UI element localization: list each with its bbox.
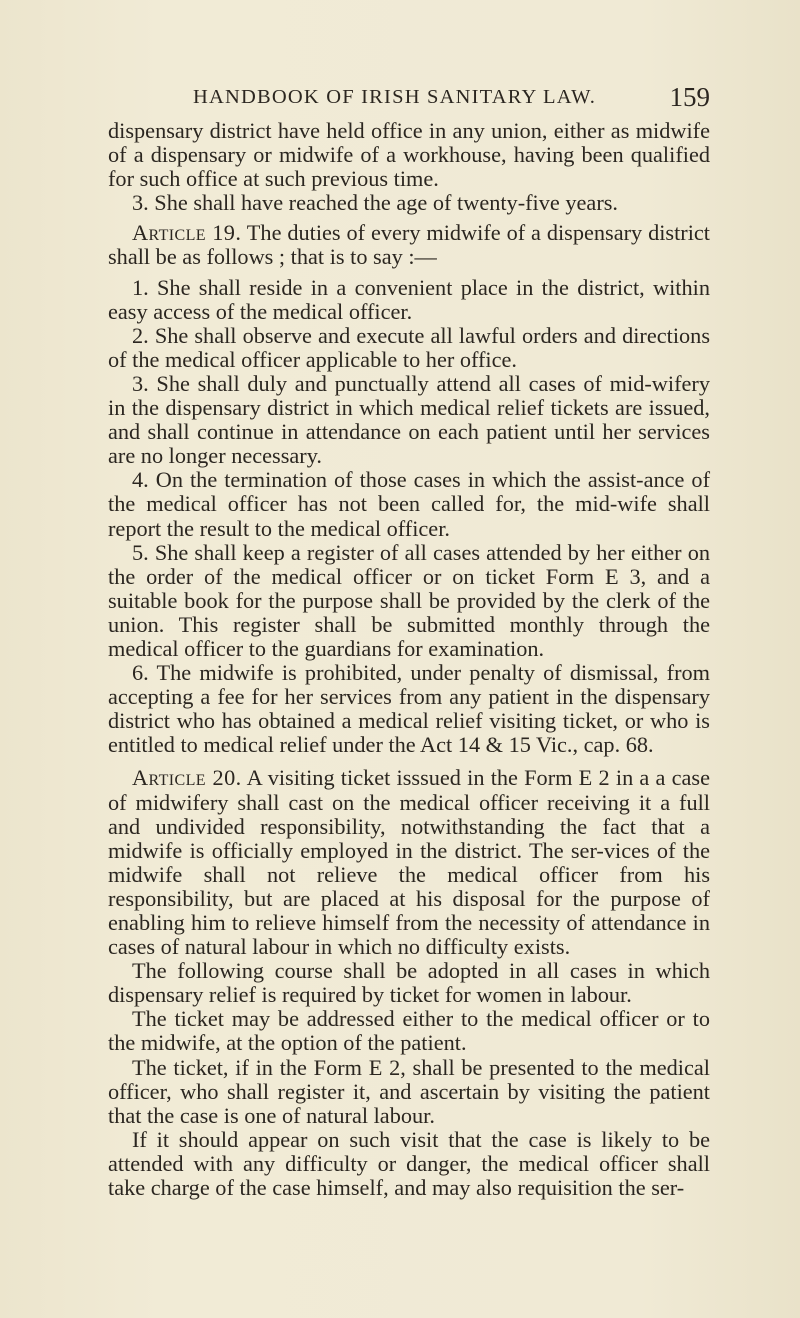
- duty-2: [108, 324, 710, 372]
- paragraph-text: The ticket may be addressed either to the medical officer or to the midwife, at the option of the patient.: [108, 1006, 710, 1056]
- paragraph-ticket-form: [108, 1056, 710, 1128]
- article-label: Article 20.: [132, 765, 242, 791]
- paragraph-text: 1. She shall reside in a convenient place in the district, within easy access of the medical officer.: [108, 274, 710, 324]
- duty-4: [108, 468, 710, 540]
- duty-3: [108, 372, 710, 468]
- paragraph-text: If it should appear on such visit that the case is likely to be attended with any difficulty or danger, the medical officer shall take charge of the case himself, and may also requisition the ser-: [108, 1126, 710, 1201]
- paragraph-text: 4. On the termination of those cases in which the assist-ance of the medical officer has not been called for, the mid-wife shall report the result to the medical officer.: [108, 467, 710, 541]
- article-20-heading: [108, 766, 710, 959]
- paragraph-qualification-3: [108, 191, 710, 215]
- paragraph-text: The ticket, if in the Form E 2, shall be presented to the medical officer, who shall register it, and ascertain by visiting the patient that the case is one of natural labour.: [108, 1054, 710, 1128]
- duty-5: [108, 541, 710, 661]
- running-head: [108, 82, 710, 116]
- paragraph-text: 2. She shall observe and execute all lawful orders and directions of the medical officer applicable to her office.: [108, 322, 710, 372]
- paragraph-text: The duties of every midwife of a dispensary district shall be as follows ; that is to say :—: [108, 220, 711, 270]
- paragraph-text: 6. The midwife is prohibited, under penalty of dismissal, from accepting a fee for her services from any patient in the dispensary district who has obtained a medical relief visiting ticket, or who is entitled to medical relief under the Act 14 & 15 Vic., cap. 68.: [108, 660, 710, 758]
- paragraph-text: 3. She shall have reached the age of twenty-five years.: [132, 190, 618, 216]
- paragraph-text: dispensary district have held office in any union, either as midwife of a dispensary or midwife of a workhouse, having been qualified for such office at such previous time.: [108, 118, 710, 192]
- paragraph-continuation: [108, 119, 710, 191]
- paragraph-ticket-addressed: [108, 1007, 710, 1055]
- article-19-heading: [108, 221, 710, 269]
- article-label: Article 19.: [132, 220, 242, 246]
- paragraph-difficulty: [108, 1128, 710, 1200]
- paragraph-following-course: [108, 959, 710, 1007]
- duty-6: [108, 661, 710, 757]
- paragraph-text: 3. She shall duly and punctually attend all cases of mid-wifery in the dispensary district in which medical relief tickets are issued, and shall continue in attendance on each patient until her services are no longer necessary.: [108, 370, 710, 469]
- page-body: [108, 119, 710, 1200]
- paragraph-text: The following course shall be adopted in all cases in which dispensary relief is required by ticket for women in labour.: [108, 958, 710, 1008]
- paragraph-text: A visiting ticket isssued in the Form E 2 in a a case of midwifery shall cast on the medical officer receiving it a full and undivided responsibility, notwithstanding the fact that a midwife is officially employed in the district. The ser-vices of the midwife shall not relieve the medical officer from his responsibility, but are placed at his disposal for the purpose of enabling him to relieve himself from the necessity of attendance in cases of natural labour in which no difficulty exists.: [108, 765, 710, 960]
- running-title: HANDBOOK OF IRISH SANITARY LAW.: [193, 86, 597, 108]
- duty-1: [108, 276, 710, 324]
- paragraph-text: 5. She shall keep a register of all cases attended by her either on the order of the medical officer or on ticket Form E 3, and a suitable book for the purpose shall be provided by the clerk of the union. This register shall be submitted monthly through the medical officer to the guardians for examination.: [108, 539, 710, 661]
- page-number: 159: [669, 82, 710, 112]
